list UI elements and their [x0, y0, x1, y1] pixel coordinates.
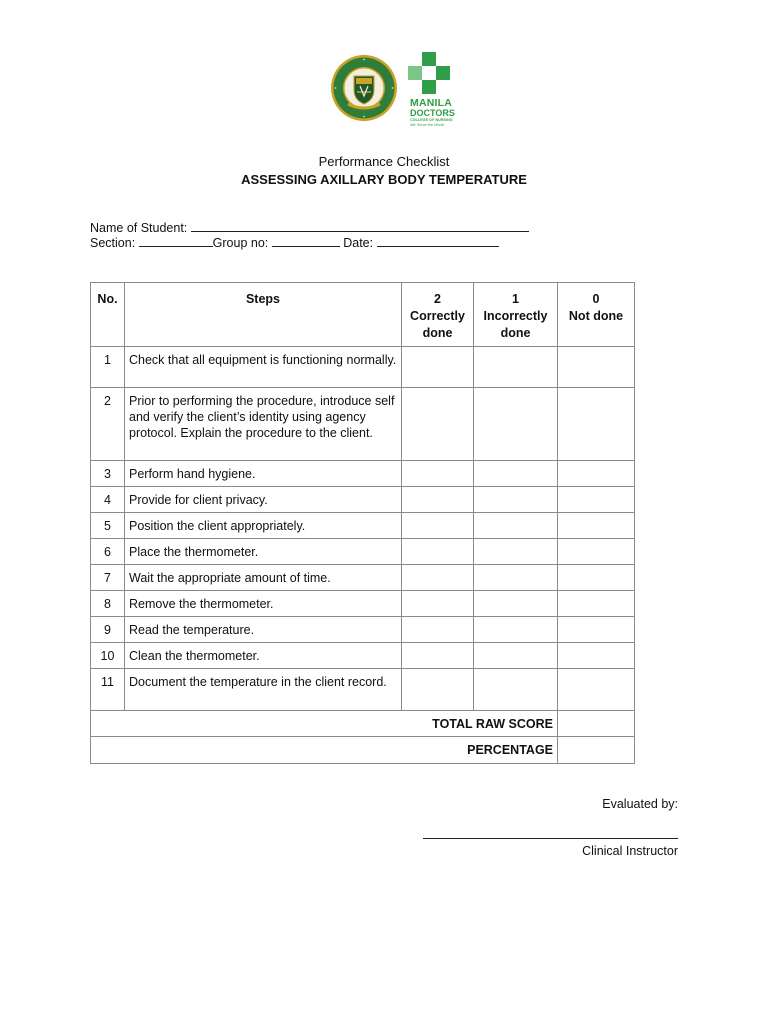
brand-line-3: COLLEGE OF NURSING: [410, 118, 453, 122]
student-name-label: Name of Student:: [90, 221, 188, 235]
section-group-date-line: [90, 234, 499, 250]
checklist-table: [90, 282, 635, 764]
table-row: [91, 643, 635, 669]
percentage-label: PERCENTAGE: [91, 737, 558, 764]
step-number: 3: [91, 461, 125, 487]
score-2-cell[interactable]: [402, 539, 474, 565]
score-1-cell[interactable]: [474, 487, 558, 513]
brand-line-2: DOCTORS: [410, 108, 455, 118]
score-1: 1: [512, 292, 519, 306]
student-name-line: [90, 219, 529, 235]
step-number: 2: [91, 388, 125, 461]
score-2-cell[interactable]: [402, 643, 474, 669]
table-row: [91, 388, 635, 461]
percentage-row: [91, 737, 635, 764]
score-0-cell[interactable]: [558, 513, 635, 539]
step-number: 6: [91, 539, 125, 565]
college-seal-logo: [330, 54, 398, 122]
evaluated-by-label: Evaluated by:: [602, 797, 678, 811]
score-0-cell[interactable]: [558, 591, 635, 617]
header-steps: Steps: [125, 283, 402, 347]
score-2: 2: [434, 292, 441, 306]
total-raw-score-row: [91, 711, 635, 737]
score-2-cell[interactable]: [402, 347, 474, 388]
score-1-label: Incorrectly done: [483, 309, 548, 340]
table-row: [91, 513, 635, 539]
score-1-cell[interactable]: [474, 388, 558, 461]
score-1-cell[interactable]: [474, 591, 558, 617]
table-row: [91, 539, 635, 565]
section-label: Section:: [90, 236, 136, 250]
percentage-cell[interactable]: [558, 737, 635, 764]
header-incorrectly-done: [474, 283, 558, 347]
table-row: [91, 669, 635, 711]
step-text: Place the thermometer.: [125, 539, 402, 565]
table-row: [91, 347, 635, 388]
group-field[interactable]: [272, 234, 340, 247]
score-2-cell[interactable]: [402, 388, 474, 461]
step-number: 7: [91, 565, 125, 591]
score-0-cell[interactable]: [558, 388, 635, 461]
step-text: Perform hand hygiene.: [125, 461, 402, 487]
step-number: 8: [91, 591, 125, 617]
document-title: Performance Checklist: [318, 154, 450, 169]
table-row: [91, 591, 635, 617]
score-0-cell[interactable]: [558, 617, 635, 643]
score-1-cell[interactable]: [474, 565, 558, 591]
step-text: Read the temperature.: [125, 617, 402, 643]
score-0-cell[interactable]: [558, 461, 635, 487]
step-number: 11: [91, 669, 125, 711]
score-2-cell[interactable]: [402, 617, 474, 643]
table-row: [91, 617, 635, 643]
score-2-cell[interactable]: [402, 565, 474, 591]
score-1-cell[interactable]: [474, 461, 558, 487]
header-logos: [0, 52, 768, 132]
table-row: [91, 487, 635, 513]
score-0-cell[interactable]: [558, 487, 635, 513]
group-label: Group no:: [212, 236, 269, 250]
step-text: Prior to performing the procedure, introduce self and verify the client’s identity using agency protocol. Explain the procedure to the client.: [125, 388, 402, 461]
score-1-cell[interactable]: [474, 347, 558, 388]
score-2-label: Correctly done: [410, 309, 465, 340]
table-row: [91, 461, 635, 487]
score-0: 0: [592, 292, 600, 306]
date-field[interactable]: [377, 234, 499, 247]
score-2-cell[interactable]: [402, 591, 474, 617]
score-0-cell[interactable]: [558, 669, 635, 711]
brand-tagline: We Serve the World: [410, 123, 444, 127]
score-2-cell[interactable]: [402, 513, 474, 539]
score-2-cell[interactable]: [402, 669, 474, 711]
step-text: Check that all equipment is functioning normally.: [125, 347, 402, 388]
clinical-instructor-label: Clinical Instructor: [582, 844, 678, 858]
step-text: Position the client appropriately.: [125, 513, 402, 539]
score-1-cell[interactable]: [474, 617, 558, 643]
date-label: Date:: [343, 236, 374, 250]
step-number: 10: [91, 643, 125, 669]
student-name-field[interactable]: [191, 219, 529, 232]
brand-line-1: MANILA: [410, 97, 453, 109]
score-1-cell[interactable]: [474, 643, 558, 669]
step-text: Clean the thermometer.: [125, 643, 402, 669]
header-correctly-done: [402, 283, 474, 347]
step-number: 4: [91, 487, 125, 513]
step-text: Document the temperature in the client record.: [125, 669, 402, 711]
section-field[interactable]: [139, 234, 213, 247]
step-text: Remove the thermometer.: [125, 591, 402, 617]
score-1-cell[interactable]: [474, 539, 558, 565]
step-number: 5: [91, 513, 125, 539]
step-number: 1: [91, 347, 125, 388]
score-2-cell[interactable]: [402, 461, 474, 487]
total-raw-score-label: TOTAL RAW SCORE: [91, 711, 558, 737]
score-1-cell[interactable]: [474, 669, 558, 711]
score-0-cell[interactable]: [558, 347, 635, 388]
step-text: Wait the appropriate amount of time.: [125, 565, 402, 591]
step-number: 9: [91, 617, 125, 643]
score-0-cell[interactable]: [558, 565, 635, 591]
header-no: No.: [91, 283, 125, 347]
score-2-cell[interactable]: [402, 487, 474, 513]
score-1-cell[interactable]: [474, 513, 558, 539]
header-not-done: [558, 283, 635, 347]
table-header-row: [91, 283, 635, 347]
score-0-cell[interactable]: [558, 643, 635, 669]
score-0-label: Not done: [568, 309, 624, 323]
score-0-cell[interactable]: [558, 539, 635, 565]
step-text: Provide for client privacy.: [125, 487, 402, 513]
signature-line[interactable]: [423, 838, 678, 839]
total-raw-score-cell[interactable]: [558, 711, 635, 737]
document-subtitle: ASSESSING AXILLARY BODY TEMPERATURE: [241, 172, 527, 187]
table-row: [91, 565, 635, 591]
